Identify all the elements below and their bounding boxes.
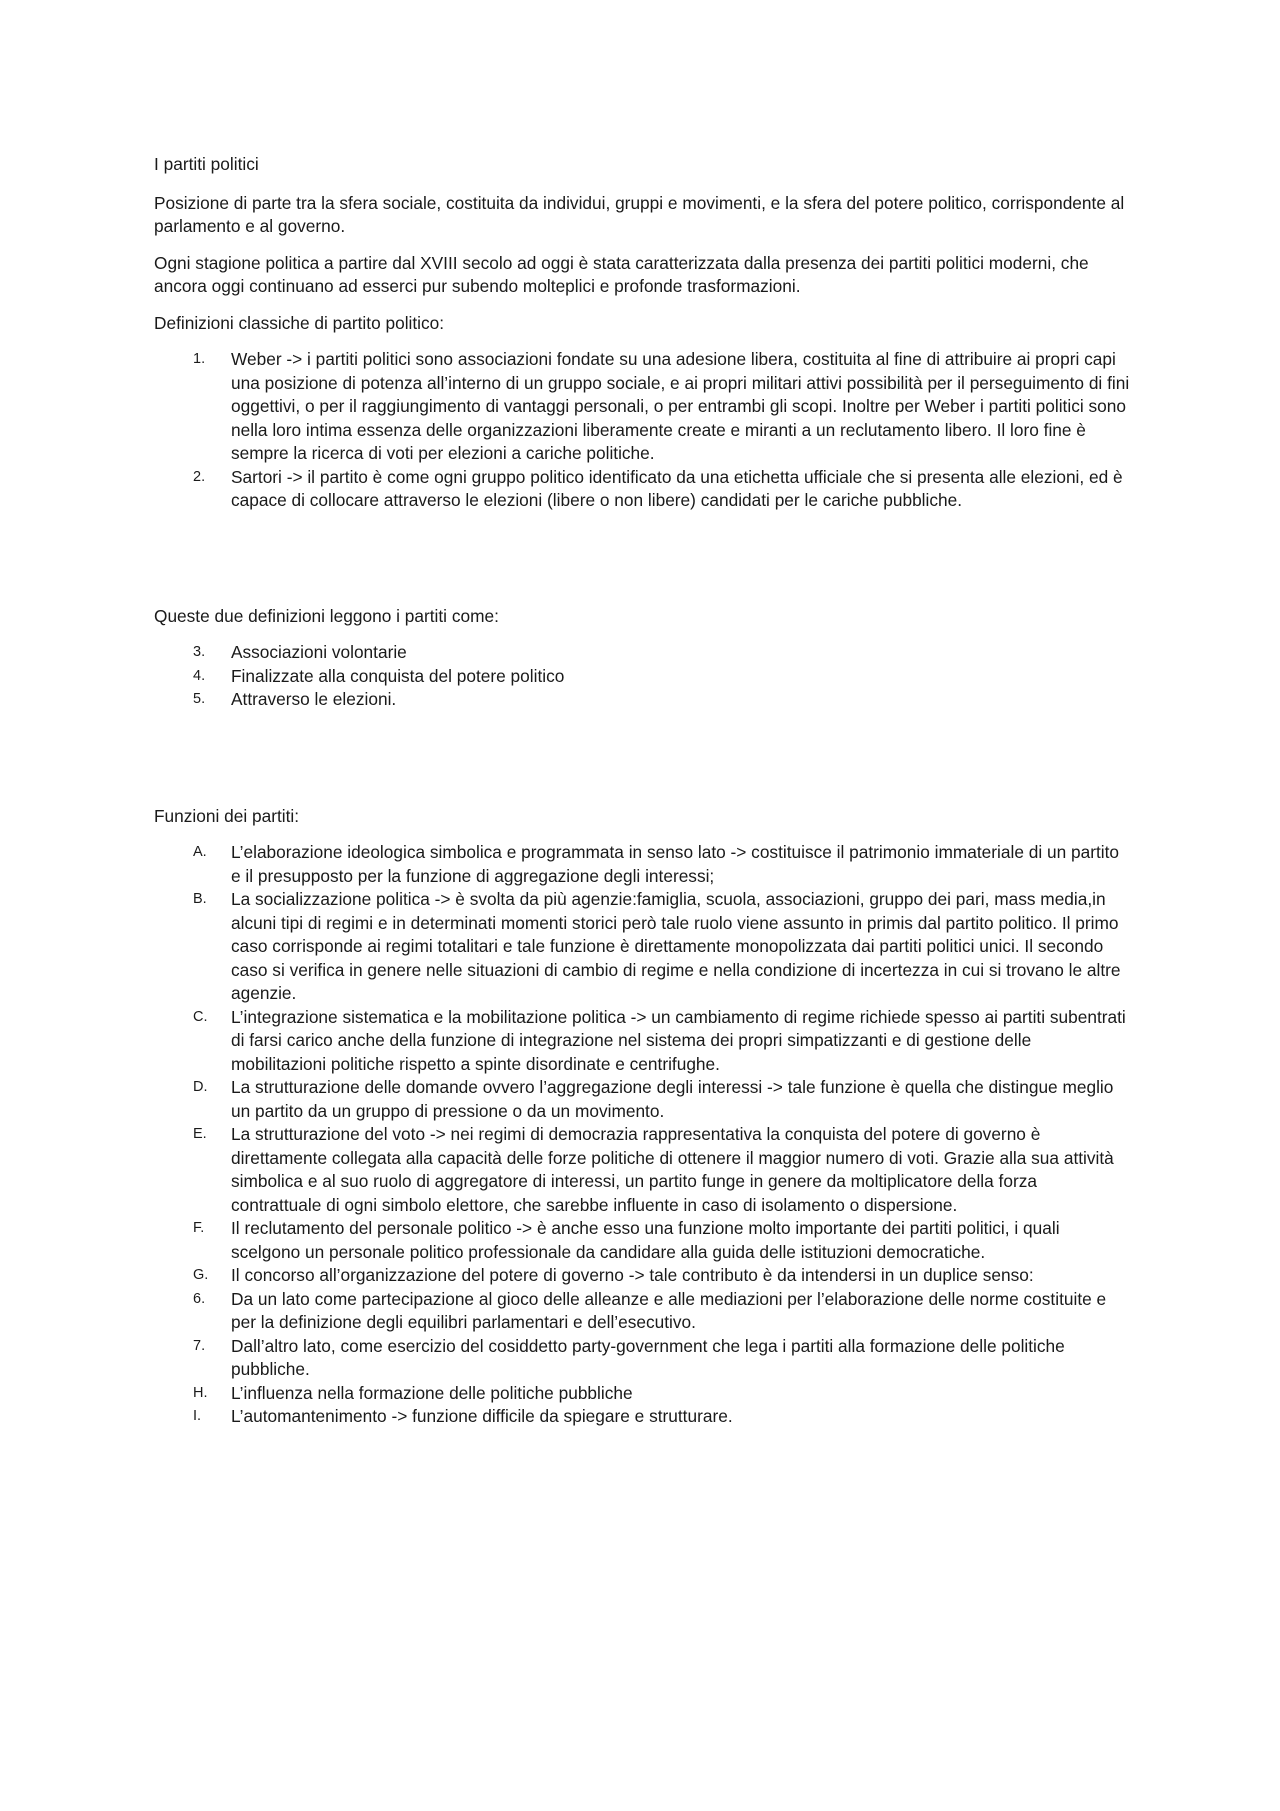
list-marker: 3. — [193, 644, 206, 660]
list-marker: I. — [193, 1408, 202, 1424]
list-item-text: Il reclutamento del personale politico -> è anche esso una funzione molto importante dei partiti politici, i quali scelgono un personale politico professionale da candidare alla guida delle istituzioni democratiche. — [231, 1218, 1060, 1262]
list-marker: E. — [193, 1126, 207, 1142]
list-item — [154, 1076, 1130, 1123]
list-marker: H. — [193, 1384, 208, 1401]
list-item-text: Finalizzate alla conquista del potere politico — [231, 665, 565, 686]
list-marker: F. — [193, 1220, 205, 1236]
list-item — [154, 1335, 1130, 1382]
list-item-text: Il concorso all’organizzazione del potere di governo -> tale contributo è da intendersi in un duplice senso: — [231, 1265, 1034, 1285]
document-title: I partiti politici — [154, 154, 259, 174]
list-marker: 4. — [193, 667, 206, 684]
list-marker: 6. — [193, 1290, 206, 1307]
list-item — [154, 466, 1130, 513]
list-item-text: La socializzazione politica -> è svolta da più agenzie:famiglia, scuola, associazioni, gruppo dei pari, mass media,in alcuni tipi di regimi e in determinati momenti storici però tale ruolo viene assunto in primis dal partito politico. Il primo caso corrisponde ai regimi totalitari e tale funzione è direttamente monopolizzata dai partiti politici unici. Il secondo caso si verifica in genere nelle situazioni di cambio di regime e nella condizione di incertezza in cui si trovano le altre agenzie. — [231, 889, 1121, 1003]
list-item-text: Da un lato come partecipazione al gioco delle alleanze e alle mediazioni per l’elaborazione delle norme costituite e per la definizione degli equilibri parlamentari e dell’esecutivo. — [231, 1288, 1107, 1332]
list-item-text: L’influenza nella formazione delle politiche pubbliche — [231, 1382, 633, 1403]
list-item — [154, 1382, 1130, 1406]
list-marker: B. — [193, 891, 207, 907]
history-paragraph: Ogni stagione politica a partire dal XVIII secolo ad oggi è stata caratterizzata dalla presenza dei partiti politici moderni, che ancora oggi continuano ad esserci pur subendo molteplici e profonde trasformazioni. — [154, 252, 1089, 296]
list-item-text: Dall’altro lato, come esercizio del cosiddetto party-government che lega i partiti alla formazione delle politiche pubbliche. — [231, 1335, 1065, 1379]
list-item-text: La strutturazione delle domande ovvero l’aggregazione degli interessi -> tale funzione è quella che distingue meglio un partito da un gruppo di pressione o da un movimento. — [231, 1077, 1114, 1121]
spacer — [154, 513, 1130, 605]
list-item — [154, 1123, 1130, 1217]
list-item — [154, 888, 1130, 1006]
definitions-list — [154, 348, 1130, 513]
intro-paragraph: Posizione di parte tra la sfera sociale, costituita da individui, gruppi e movimenti, e la sfera del potere politico, corrispondente al parlamento e al governo. — [154, 192, 1125, 236]
list-marker: 1. — [193, 351, 206, 367]
list-marker: C. — [193, 1008, 208, 1025]
list-marker: 5. — [193, 691, 206, 707]
list-item-text: Attraverso le elezioni. — [231, 689, 397, 709]
list-item-text: Associazioni volontarie — [231, 642, 407, 662]
list-item-text: L’integrazione sistematica e la mobilitazione politica -> un cambiamento di regime richiede spesso ai partiti subentrati di farsi carico anche della funzione di integrazione nel sistema dei propri simpatizzanti e di gestione delle mobilitazioni politiche rispetto a spinte disordinate e centrifughe. — [231, 1006, 1126, 1074]
functions-heading: Funzioni dei partiti: — [154, 805, 300, 826]
list-item — [154, 1405, 1130, 1429]
list-item — [154, 688, 1130, 712]
list-marker: 2. — [193, 468, 206, 485]
list-marker: G. — [193, 1267, 209, 1283]
list-item — [154, 665, 1130, 689]
list-marker: D. — [193, 1079, 208, 1095]
list-item — [154, 1288, 1130, 1335]
list-marker: 7. — [193, 1337, 206, 1354]
list-item-text: L’automantenimento -> funzione difficile da spiegare e strutturare. — [231, 1406, 733, 1426]
list-item-text: La strutturazione del voto -> nei regimi di democrazia rappresentativa la conquista del potere di governo è direttamente collegata alla capacità delle forze politiche di ottenere il maggior numero di voti. Grazie alla sua attività simbolica e al suo ruolo di aggregatore di interessi, un partito funge in genere da moltiplicatore della forza contrattuale di ogni simbolo elettore, che sarebbe influente in caso di isolamento o dispersione. — [231, 1124, 1114, 1215]
list-item-text: Weber -> i partiti politici sono associazioni fondate su una adesione libera, costituita al fine di attribuire ai propri capi una posizione di potenza all’interno di un gruppo sociale, e ai propri militari attivi possibilità per il perseguimento di fini oggettivi, o per il raggiungimento di vantaggi personali, o per entrambi gli scopi. Inoltre per Weber i partiti politici sono nella loro intima essenza delle organizzazioni liberamente create e miranti a un reclutamento libero. Il loro fine è sempre la ricerca di voti per elezioni a cariche politiche. — [231, 349, 1130, 463]
reading-heading: Queste due definizioni leggono i partiti come: — [154, 605, 499, 626]
list-item-text: Sartori -> il partito è come ogni gruppo politico identificato da una etichetta ufficiale che si presenta alle elezioni, ed è capace di collocare attraverso le elezioni (libere o non libere) candidati per le cariche pubbliche. — [231, 466, 1123, 510]
list-item — [154, 1006, 1130, 1077]
spacer — [154, 712, 1130, 805]
list-item — [154, 348, 1130, 466]
list-item — [154, 1264, 1130, 1288]
list-marker: A. — [193, 844, 207, 860]
reading-list — [154, 641, 1130, 712]
functions-list — [154, 841, 1130, 1429]
list-item-text: L’elaborazione ideologica simbolica e programmata in senso lato -> costituisce il patrimonio immateriale di un partito e il presupposto per la funzione di aggregazione degli interessi; — [231, 842, 1120, 886]
definitions-heading: Definizioni classiche di partito politico: — [154, 312, 445, 333]
list-item — [154, 841, 1130, 888]
list-item — [154, 641, 1130, 665]
list-item — [154, 1217, 1130, 1264]
